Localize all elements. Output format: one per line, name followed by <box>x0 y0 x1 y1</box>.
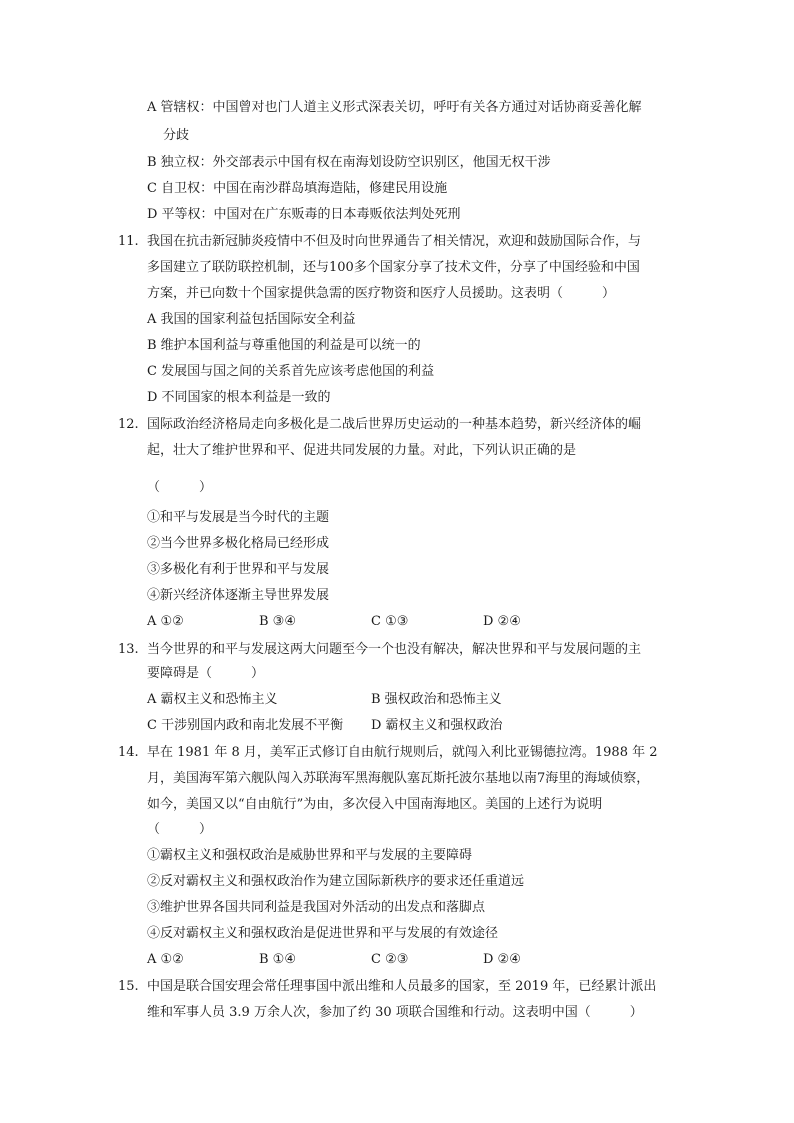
q14-stem-line-3: 如今，美国又以“自由航行”为由，多次侵入中国南海地区。美国的上述行为说明 <box>147 797 603 812</box>
q14-choice-b: B ①④ <box>259 952 296 967</box>
q12-choice-c: C ①③ <box>371 614 409 629</box>
q14-statement-4: ④反对霸权主义和强权政治是促进世界和平与发展的有效途径 <box>147 926 499 941</box>
q10-option-a: A 管辖权：中国曾对也门人道主义形式深表关切，呼吁有关各方通过对话协商妥善化解 <box>147 100 642 115</box>
q10-option-a-continued: 分歧 <box>163 128 190 143</box>
q13-stem-line-1: 当今世界的和平与发展这两大问题至今一个也没有解决，解决世界和平与发展问题的主 <box>147 642 642 657</box>
q15-stem-line-1: 中国是联合国安理会常任理事国中派出维和人员最多的国家，至 2019 年，已经累计派出 <box>147 979 657 994</box>
q11-stem-line-1: 我国在抗击新冠肺炎疫情中不但及时向世界通告了相关情况，欢迎和鼓励国际合作，与 <box>147 234 642 249</box>
q12-choice-d: D ②④ <box>483 614 521 629</box>
q11-number: 11. <box>118 234 139 249</box>
q11-option-d: D 不同国家的根本利益是一致的 <box>147 390 331 405</box>
q12-choice-b: B ③④ <box>259 614 296 629</box>
q13-stem-line-2: 要障碍是（ ） <box>147 666 265 681</box>
q15-stem-line-2: 维和军事人员 3.9 万余人次，参加了约 30 项联合国维和行动。这表明中国（ ） <box>147 1005 643 1020</box>
q14-stem-line-2: 月，美国海军第六舰队闯入苏联海军黑海舰队塞瓦斯托波尔基地以南7海里的海域侦察， <box>147 771 650 786</box>
q12-statement-1: ①和平与发展是当今时代的主题 <box>147 510 330 525</box>
q11-option-a: A 我国的国家利益包括国际安全利益 <box>147 312 356 327</box>
q14-choice-d: D ②④ <box>483 952 521 967</box>
q14-number: 14. <box>118 745 139 760</box>
q14-statement-3: ③维护世界各国共同利益是我国对外活动的出发点和落脚点 <box>147 900 486 915</box>
q13-choice-b: B 强权政治和恐怖主义 <box>371 692 502 707</box>
q12-number: 12. <box>118 417 139 432</box>
q14-statement-1: ①霸权主义和强权政治是威胁世界和平与发展的主要障碍 <box>147 848 473 863</box>
q11-option-b: B 维护本国利益与尊重他国的利益是可以统一的 <box>147 338 421 353</box>
q14-answer-bracket: （ ） <box>147 822 213 837</box>
q12-stem-line-1: 国际政治经济格局走向多极化是二战后世界历史运动的一种基本趋势，新兴经济体的崛 <box>147 417 642 432</box>
q12-statement-2: ②当今世界多极化格局已经形成 <box>147 536 330 551</box>
q14-stem-line-1: 早在 1981 年 8 月，美军正式修订自由航行规则后，就闯入利比亚锡德拉湾。1988 年 2 <box>147 745 658 760</box>
q12-answer-bracket: （ ） <box>147 480 213 495</box>
q14-choice-c: C ②③ <box>371 952 409 967</box>
q13-choice-d: D 霸权主义和强权政治 <box>371 718 503 733</box>
q13-number: 13. <box>118 642 139 657</box>
q12-choice-a: A ①② <box>147 614 184 629</box>
q12-stem-line-2: 起，壮大了维护世界和平、促进共同发展的力量。对此，下列认识正确的是 <box>147 443 577 458</box>
q12-statement-3: ③多极化有利于世界和平与发展 <box>147 562 330 577</box>
q14-choice-a: A ①② <box>147 952 184 967</box>
q13-choice-a: A 霸权主义和恐怖主义 <box>147 692 278 707</box>
q10-option-c: C 自卫权：中国在南沙群岛填海造陆，修建民用设施 <box>147 181 448 196</box>
q15-number: 15. <box>118 979 139 994</box>
q11-stem-line-2: 多国建立了联防联控机制，还与100多个国家分享了技术文件，分享了中国经验和中国 <box>147 260 640 275</box>
q12-statement-4: ④新兴经济体逐渐主导世界发展 <box>147 588 330 603</box>
q11-stem-line-3: 方案，并已向数十个国家提供急需的医疗物资和医疗人员援助。这表明（ ） <box>147 286 616 301</box>
q10-option-b: B 独立权：外交部表示中国有权在南海划设防空识别区，他国无权干涉 <box>147 155 551 170</box>
q11-option-c: C 发展国与国之间的关系首先应该考虑他国的利益 <box>147 364 435 379</box>
q14-statement-2: ②反对霸权主义和强权政治作为建立国际新秩序的要求还任重道远 <box>147 874 525 889</box>
q10-option-d: D 平等权：中国对在广东贩毒的日本毒贩依法判处死刑 <box>147 207 461 222</box>
q13-choice-c: C 干涉别国内政和南北发展不平衡 <box>147 718 344 733</box>
